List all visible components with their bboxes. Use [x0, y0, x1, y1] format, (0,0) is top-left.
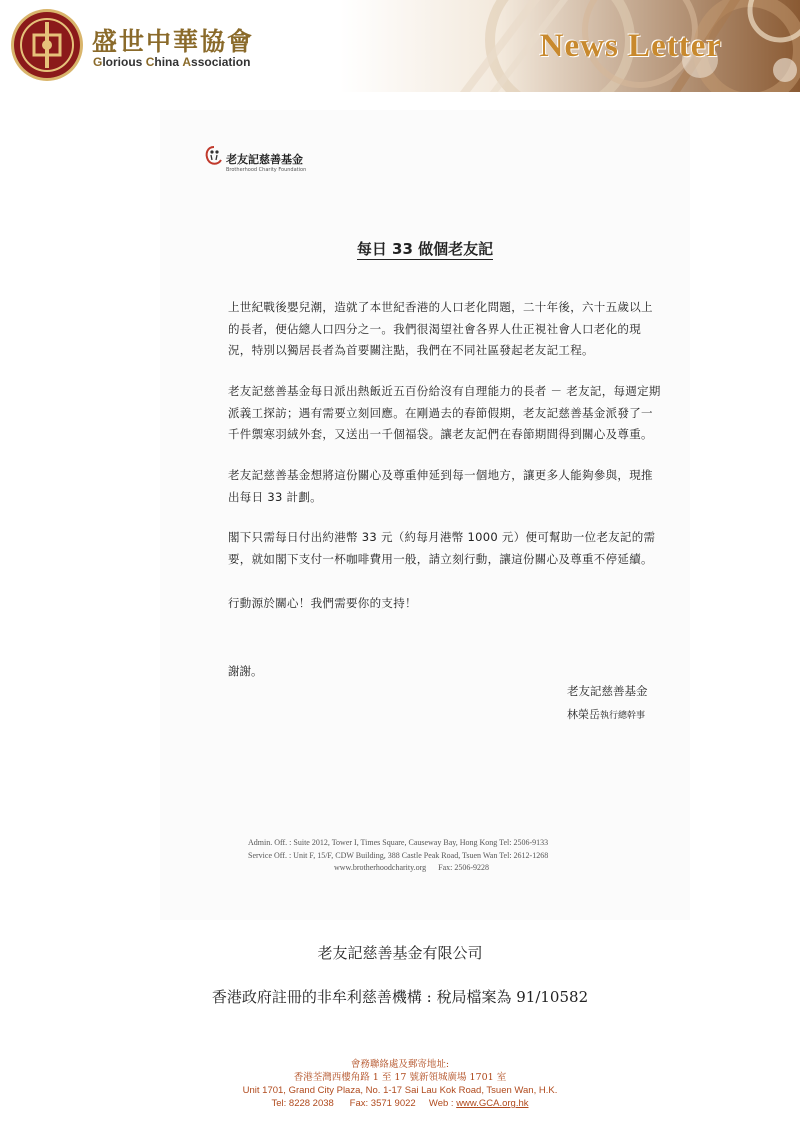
footer-address-label: 會務聯絡處及郵寄地址:: [350, 1059, 450, 1070]
org-name-en: Glorious China Association: [93, 55, 251, 69]
letter-paragraph: 閣下只需每日付出約港幣 33 元（約每月港幣 1000 元）便可幫助一位老友記的需要，就如閣下支付一杯咖啡費用一般，請立刻行動，讓這份關心及尊重不停延續。: [228, 530, 656, 566]
letter-org-name-zh: 老友記慈善基金: [226, 153, 303, 166]
brotherhood-charity-logo: [204, 144, 224, 166]
letter-org-name-en: Brotherhood Charity Foundation: [226, 167, 307, 173]
page-header: [0, 0, 800, 90]
gca-emblem-logo: [10, 8, 84, 82]
letter-footer-line: Service Off. : Unit F, 15/F, CDW Building, 388 Castle Peak Road, Tsuen Wan Tel: 2612-1268: [248, 850, 549, 860]
footer-fax: Fax: 3571 9022: [349, 1098, 416, 1109]
company-name: 老友記慈善基金有限公司: [317, 944, 483, 962]
signature-title: 執行總幹事: [600, 711, 646, 721]
letter-footer: [248, 837, 628, 875]
newsletter-title: News Letter: [539, 28, 722, 64]
page-footer: [0, 1058, 800, 1110]
letter-paragraph: 行動源於關心！我們需要你的支持！: [228, 596, 417, 610]
org-name-zh: 盛世中華協會: [92, 27, 255, 56]
letter-paragraph: 老友記慈善基金想將這份關心及尊重伸延到每一個地方，讓更多人能夠參與，現推出每日 33 計劃。: [228, 468, 653, 504]
signature-org: 老友記慈善基金: [567, 684, 648, 698]
letter-footer-line: www.brotherhoodcharity.org Fax: 2506-9228: [334, 863, 490, 872]
signature-person: [567, 706, 645, 722]
charity-registration: 香港政府註冊的非牟利慈善機構 : 稅局檔案為 91/10582: [211, 988, 589, 1006]
letter-paragraph: 老友記慈善基金每日派出熱飯近五百份給沒有自理能力的長者 － 老友記，每週定期派義工探訪；遇有需要立刻回應。在剛過去的春節假期，老友記慈善基金派發了一千件禦寒羽絨外套，又送出一千個福袋。讓老友記們在春節期間得到關心及尊重。: [228, 384, 661, 441]
charity-letter: [160, 110, 690, 920]
letter-footer-line: Admin. Off. : Suite 2012, Tower I, Times Square, Causeway Bay, Hong Kong Tel: 2506-9133: [248, 838, 549, 847]
footer-tel: Tel: 8228 2038: [271, 1098, 334, 1109]
letter-closing: 謝謝。: [228, 664, 263, 678]
footer-web-link[interactable]: www.GCA.org.hk: [456, 1098, 529, 1109]
footer-web-label: Web :: [428, 1098, 454, 1109]
footer-contact: [0, 1097, 800, 1110]
signature-name: 林榮岳: [567, 708, 600, 721]
letter-title: 每日 33 做個老友記: [356, 240, 494, 258]
footer-address-en: Unit 1701, Grand City Plaza, No. 1-17 Sai Lau Kok Road, Tsuen Wan, H.K.: [242, 1085, 558, 1096]
letter-paragraph: 上世紀戰後嬰兒潮，造就了本世紀香港的人口老化問題，二十年後，六十五歲以上的長者，便佔總人口四分之一。我們很渴望社會各界人仕正視社會人口老化的現況，特別以獨居長者為首要關注點，我們在不同社區發起老友記工程。: [228, 300, 653, 357]
footer-address-zh: 香港荃灣西樓角路 1 至 17 號新領城廣場 1701 室: [293, 1072, 507, 1083]
